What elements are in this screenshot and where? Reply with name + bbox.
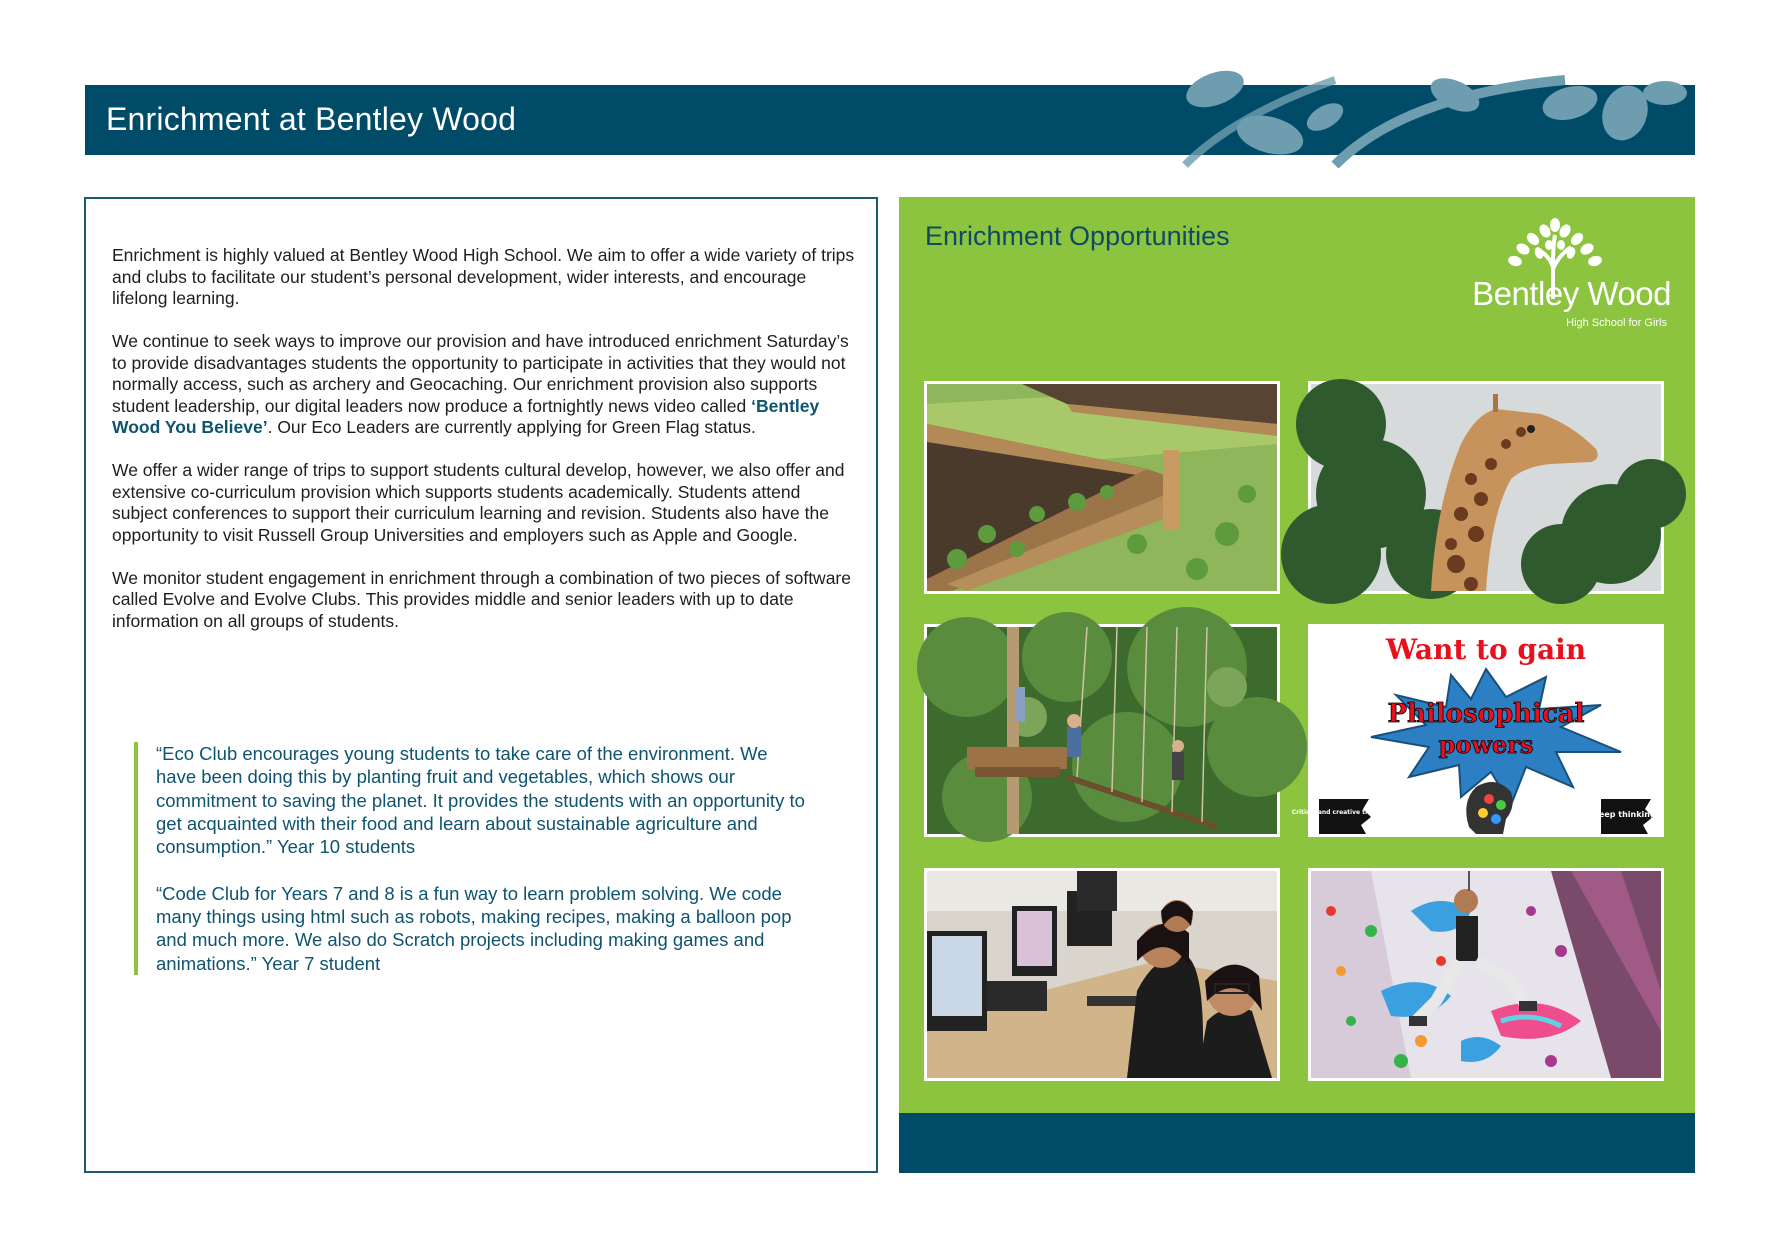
page-header bbox=[85, 85, 1695, 155]
poster-headline: Want to gain bbox=[1385, 633, 1587, 666]
intro-paragraph-2 bbox=[112, 331, 857, 439]
intro-panel bbox=[84, 197, 878, 1173]
poster-line-1: Philosophical bbox=[1387, 699, 1585, 729]
giraffe-photo bbox=[1308, 381, 1664, 594]
poster-line-2: powers bbox=[1438, 730, 1534, 759]
opportunities-title: Enrichment Opportunities bbox=[925, 221, 1230, 251]
footer-band bbox=[899, 1113, 1695, 1173]
climbing-wall-photo bbox=[1308, 868, 1664, 1081]
opportunities-panel bbox=[899, 197, 1695, 1173]
code-club-quote: “Code Club for Years 7 and 8 is a fun way to learn problem solving. We code many things using html such as robots, making recipes, making a balloon pop and much more. We also do Scratch projects including making games and animations.” Year 7 student bbox=[156, 882, 792, 974]
intro-paragraph-4: We monitor student engagement in enrichment through a combination of two pieces of software called Evolve and Evolve Clubs. This provides middle and senior leaders with up to date information on all groups of students. bbox=[112, 567, 851, 631]
intro-text bbox=[112, 245, 857, 654]
logo-name: Bentley Wood bbox=[1472, 275, 1671, 312]
intro-paragraph-2-end: . Our Eco Leaders are currently applying for Green Flag status. bbox=[267, 417, 756, 437]
student-quotes bbox=[134, 742, 806, 975]
eco-club-quote: “Eco Club encourages young students to take care of the environment. We have been doing this by planting fruit and vegetables, which shows our commitment to saving the planet. It provides the students with an opportunity to get acquainted with their food and learn about sustainable agriculture and consumption.” Year 10 students bbox=[156, 743, 805, 858]
intro-paragraph-2-start: We continue to seek ways to improve our provision and have introduced enrichment Saturday’s to provide disadvantages students the opportunity to participate in activities that they would not normally access, such as archery and Geocaching. Our enrichment provision also supports student leadership, our digital leaders now produce a fortnightly news video called bbox=[112, 331, 849, 416]
news-video-title: ‘Bentley Wood You Believe’ bbox=[112, 395, 820, 437]
school-logo bbox=[1435, 217, 1675, 337]
page-title: Enrichment at Bentley Wood bbox=[106, 101, 517, 137]
intro-paragraph-3: We offer a wider range of trips to support students cultural develop, however, we also offer and extensive co-curriculum provision which supports students academically. Students attend subject conferences to support their curriculum learning and revision. Students also have the opportunity to visit Russell Group Universities and employers such as Apple and Google. bbox=[112, 460, 845, 545]
poster-badge-right: Deep thinking bbox=[1592, 810, 1656, 819]
high-ropes-photo bbox=[924, 624, 1280, 837]
logo-subtitle: High School for Girls bbox=[1566, 317, 1667, 329]
garden-photo bbox=[924, 381, 1280, 594]
intro-paragraph-1: Enrichment is highly valued at Bentley Wood High School. We aim to offer a wide variety of trips and clubs to facilitate our student’s personal development, wider interests, and encourage lifelong learning. bbox=[112, 245, 855, 308]
computer-room-photo bbox=[924, 868, 1280, 1081]
philosophy-poster bbox=[1291, 624, 1664, 837]
poster-badge-left: Critical and creative thinking bbox=[1291, 809, 1391, 816]
